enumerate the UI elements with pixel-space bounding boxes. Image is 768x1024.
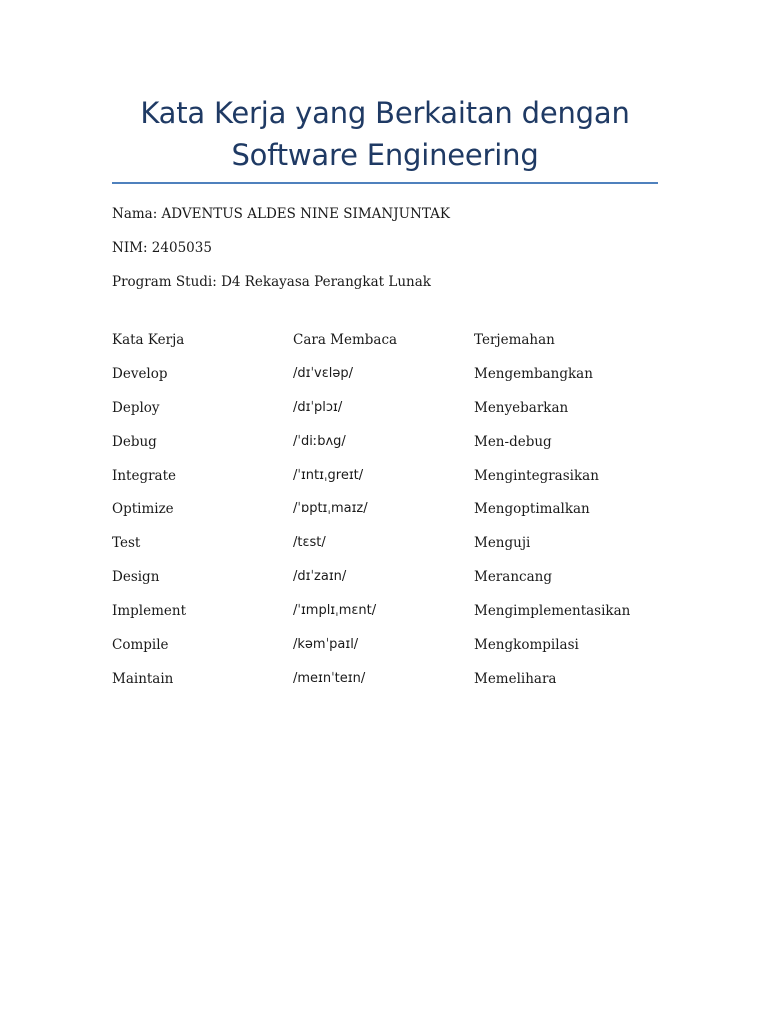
table-row — [112, 432, 658, 466]
pronunciation-cell: /ˈɒptɪˌmaɪz/ — [293, 501, 368, 517]
pronunciation-cell: /dɪˈzaɪn/ — [293, 569, 347, 585]
pronunciation-cell: /dɪˈvɛləp/ — [293, 365, 353, 381]
translation-cell: Mengembangkan — [474, 365, 593, 382]
title-line-2: Software Engineering — [231, 138, 539, 172]
pronunciation-cell: /meɪnˈteɪn/ — [293, 670, 366, 686]
header-cara-membaca: Cara Membaca — [293, 332, 398, 348]
verb-cell: Optimize — [112, 501, 174, 518]
title-divider — [112, 182, 658, 184]
table-row — [112, 398, 658, 432]
verb-cell: Implement — [112, 603, 186, 620]
translation-cell: Mengkompilasi — [474, 637, 579, 654]
study-program: Program Studi: D4 Rekayasa Perangkat Lunak — [112, 274, 431, 290]
translation-cell: Menguji — [474, 535, 531, 552]
verb-cell: Maintain — [112, 670, 174, 687]
verb-cell: Compile — [112, 637, 169, 654]
translation-cell: Mengimplementasikan — [474, 603, 631, 620]
title-line-1: Kata Kerja yang Berkaitan dengan — [140, 96, 630, 130]
pronunciation-cell: /dɪˈplɔɪ/ — [293, 399, 343, 415]
verb-cell: Debug — [112, 433, 157, 450]
pronunciation-cell: /ˈdiːbʌg/ — [293, 433, 346, 449]
translation-cell: Mengoptimalkan — [474, 501, 590, 518]
verb-cell: Develop — [112, 365, 168, 382]
header-kata-kerja: Kata Kerja — [112, 332, 185, 348]
table-row — [112, 499, 658, 533]
table-row — [112, 567, 658, 601]
student-name: Nama: ADVENTUS ALDES NINE SIMANJUNTAK — [112, 206, 450, 222]
pronunciation-cell: /tɛst/ — [293, 535, 326, 551]
table-row — [112, 364, 658, 398]
pronunciation-cell: /ˈɪntɪˌgreɪt/ — [293, 467, 364, 483]
vocabulary-table — [112, 330, 658, 703]
document-page — [112, 0, 658, 703]
pronunciation-cell: /kəmˈpaɪl/ — [293, 637, 359, 653]
table-row — [112, 601, 658, 635]
verb-cell: Integrate — [112, 467, 176, 484]
table-header-row — [112, 330, 658, 364]
document-title — [112, 92, 658, 176]
header-terjemahan: Terjemahan — [474, 332, 555, 348]
pronunciation-cell: /ˈɪmplɪˌmɛnt/ — [293, 603, 377, 619]
table-row — [112, 533, 658, 567]
verb-cell: Test — [112, 535, 141, 552]
verb-cell: Deploy — [112, 399, 160, 416]
translation-cell: Men-debug — [474, 433, 552, 450]
table-row — [112, 466, 658, 500]
table-row — [112, 635, 658, 669]
translation-cell: Menyebarkan — [474, 399, 569, 416]
table-row — [112, 669, 658, 703]
verb-cell: Design — [112, 569, 160, 586]
translation-cell: Merancang — [474, 569, 552, 586]
translation-cell: Memelihara — [474, 670, 557, 687]
student-info — [112, 204, 658, 306]
translation-cell: Mengintegrasikan — [474, 467, 599, 484]
student-nim: NIM: 2405035 — [112, 240, 212, 256]
